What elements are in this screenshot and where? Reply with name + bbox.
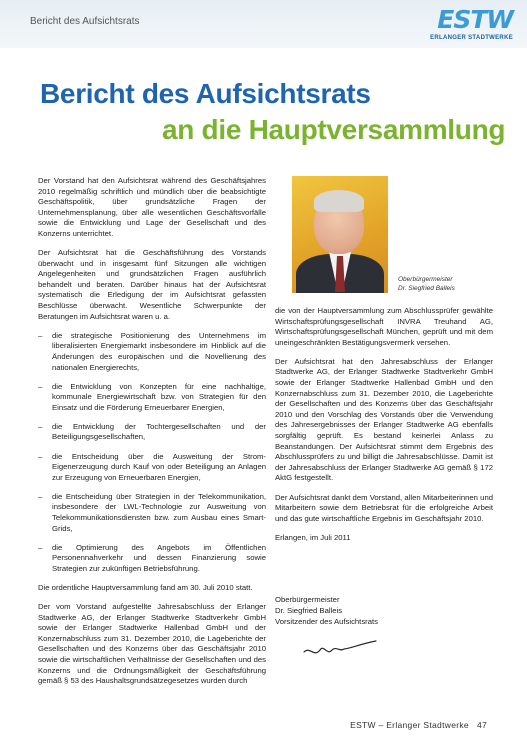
list-item: – die Entscheidung über Strategien in der Telekommunikation, insbesondere der LWL-Technologie zur Ausweitung von Telekommunikationsdiensten bzw. zum Ausbau eines Smart-Grids, [38, 492, 266, 534]
left-column [38, 176, 266, 695]
portrait-hair [314, 190, 364, 212]
page-title-line2: an die Hauptversammlung [162, 114, 506, 145]
list-item: – die Entwicklung der Tochtergesellschaften und der Beteiligungsgesellschaften, [38, 422, 266, 443]
caption-title: Oberbürgermeister [398, 276, 453, 283]
page-number: 47 [476, 720, 487, 730]
estw-logo [423, 6, 513, 46]
signature-title: Oberbürgermeister [275, 595, 340, 605]
paragraph: Der Vorstand hat den Aufsichtsrat während des Geschäftsjahres 2010 regelmäßig schriftlich und mündlich über die beabsichtigte Geschäftspolitik, über grundsätzliche Fragen der Unternehmensplanung, über alle wesentlichen Geschäftsvorfälle sowie die Entwicklung und Lage der Gesellschaft und des Konzerns unterrichtet. [38, 176, 266, 238]
paragraph: Der Aufsichtsrat dankt dem Vorstand, allen Mitarbeiterinnen und Mitarbeitern sowie dem Betriebsrat für die erfolgreiche Arbeit und das gute wirtschaftliche Ergebnis im Geschäftsjahr 2010. [275, 492, 493, 523]
list-item: – die strategische Positionierung des Unternehmens im liberalisierten Energiemarkt insbesondere im Hinblick auf die Änderungen des europäischen und die Novellierung des nationalen Energierechts, [38, 331, 266, 373]
logo-mark: ESTW [437, 5, 513, 34]
list-item: – die Optimierung des Angebots im Öffentlichen Personennahverkehr und dessen Finanzierung sowie Strategien zur zukünftigen Betriebsführung. [38, 543, 266, 575]
list-item: – die Entscheidung über die Ausweitung der Strom-Eigenerzeugung durch Kauf von oder Beteiligung an Anlagen zur Erzeugung von Erneuerbaren Energien, [38, 452, 266, 484]
caption-name: Dr. Siegfried Balleis [398, 284, 455, 292]
section-label: Bericht des Aufsichtsrats [30, 16, 140, 27]
right-column [275, 306, 493, 627]
signature-name: Dr. Siegfried Balleis [275, 605, 343, 615]
page-footer [350, 720, 487, 730]
paragraph: Der Aufsichtsrat hat den Jahresabschluss der Erlanger Stadtwerke AG, der Erlanger Stadtwerke Stadtverkehr GmbH sowie der Erlanger Stadtwerke Hallenbad GmbH und den Konzernabschluss zum 31. Dezember 2010, die Lageberichte der Gesellschaften und des Konzerns über das Geschäftsjahr 2010 und den Vorschlag des Vorstands über die Verwendung des Jahresergebnisses der Erlanger Stadtwerke AG ebenfalls sorgfältig geprüft. Es bestand keinerlei Anlass zu Beanstandungen. Der Aufsichtsrat stimmt dem Ergebnis des Abschlussprüfers zu und billigt die Jahresabschlüsse. Damit ist der Jahresabschluss der Erlanger Stadtwerke AG gemäß § 172 AktG festgestellt. [275, 356, 493, 483]
handwritten-signature [300, 638, 380, 664]
paragraph: Die ordentliche Hauptversammlung fand am 30. Juli 2010 statt. [38, 583, 253, 592]
place-date: Erlangen, im Juli 2011 [275, 532, 351, 542]
topic-list [38, 331, 266, 575]
paragraph: die von der Hauptversammlung zum Abschlussprüfer gewählte Wirtschaftsprüfungsgesellschaft INVRA Treuhand AG, Wirtschaftsprüfungsgesellschaft München, geprüft und mit dem uneingeschränkten Bestätigungsvermerk versehen. [275, 306, 493, 347]
footer-publisher: ESTW – Erlanger Stadtwerke [350, 720, 469, 730]
paragraph: Der Aufsichtsrat hat die Geschäftsführung des Vorstands überwacht und in insgesamt fünf Sitzungen alle wichtigen Angelegenheiten und grundsätzlichen Fragen ausführlich behandelt und beraten. Darüber hinaus hat der Aufsichtsrat systematisch die Erledigung der im Aufsichtsrat gefassten Beschlüsse überwacht. Wesentliche Schwerpunkte der Beratungen im Aufsichtsrat waren u. a. [38, 248, 266, 321]
page-title-line1: Bericht des Aufsichtsrats [40, 78, 371, 109]
paragraph: Der vom Vorstand aufgestellte Jahresabschluss der Erlanger Stadtwerke AG, der Erlanger Stadtwerke Stadtverkehr GmbH sowie der Erlanger Stadtwerke Hallenbad GmbH und der Konzernabschluss zum 31. Dezember 2010, die Lageberichte der Gesellschaften und des Konzerns über das Geschäftsjahr 2010 sowie die wirtschaftlichen Verhältnisse der Gesellschaften und des Konzerns und die Ordnungsmäßigkeit der Geschäftsführung gemäß § 53 des Haushaltsgrundsätzegesetzes wurden durch [38, 602, 266, 686]
photo-caption [398, 276, 455, 293]
portrait-photo [292, 176, 388, 293]
signature-role: Vorsitzender des Aufsichtsrats [275, 616, 378, 626]
list-item: – die Entwicklung von Konzepten für eine nachhaltige, kommunale Energiewirtschaft bzw. von Strategien für den Einsatz und die Förderung Erneuerbarer Energien, [38, 382, 266, 414]
logo-subtitle: ERLANGER STADTWERKE [430, 35, 513, 41]
